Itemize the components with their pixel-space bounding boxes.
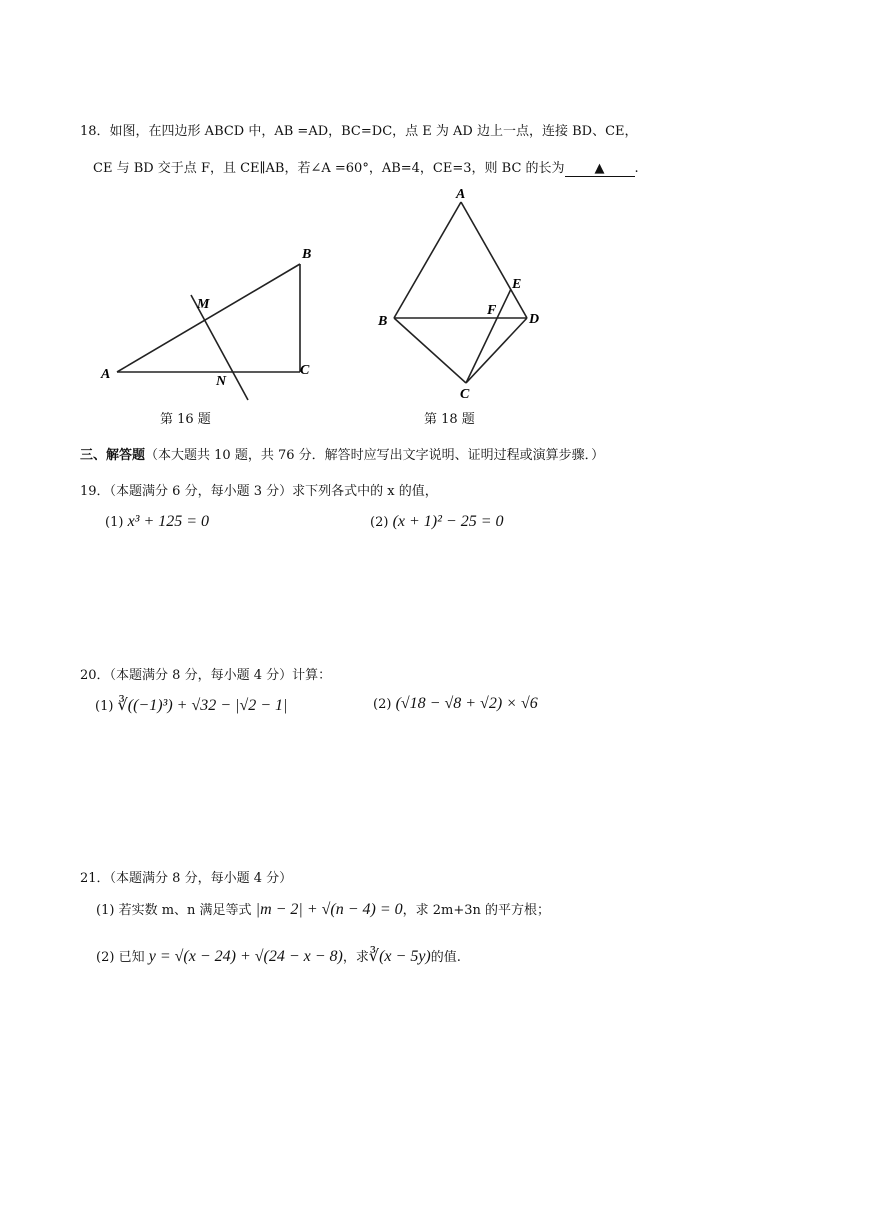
q18-line2 [93,157,639,177]
q19-p2-label: (2) [370,515,389,530]
fig18-line-bc [394,318,466,383]
q20-part1 [95,695,287,715]
q21-p1-label: (1) [96,903,115,918]
fig18-label-b: B [378,314,388,329]
fig16-caption: 第 16 题 [160,412,211,427]
q20-p1-label: (1) [95,699,114,714]
fig16-label-b: B [302,247,312,262]
figure-18 [370,185,560,405]
section3-note: （本大题共 10 题，共 76 分．解答时应写出文字说明、证明过程或演算步骤．） [145,448,605,463]
fig18-label-f: F [487,303,497,318]
q20-p2-label: (2) [373,697,392,712]
fig18-line-ad [461,202,527,318]
fig16-label-c: C [300,363,310,378]
answer-blank: ▲ [565,161,635,177]
q20-part2 [373,695,538,713]
fig18-caption: 第 18 题 [424,412,475,427]
q21-p1-expr: |m − 2| + √(n − 4) = 0 [255,901,403,918]
fig18-line-cd [466,318,527,383]
q19-part1 [105,513,209,531]
q21-p2-text-b: ，求 [342,950,369,965]
q21-part1 [96,899,550,919]
fig18-label-e: E [512,277,522,292]
figure-16 [95,240,325,410]
q21-p2-expr: y = √(x − 24) + √(24 − x − 8) [148,948,343,965]
q20-header: 20．（本题满分 8 分，每小题 4 分）计算： [80,668,332,683]
q19-part2 [370,513,504,531]
q21-p2-text-c: 的值. [430,950,461,965]
q19-p1-expr: x³ + 125 = 0 [127,513,210,530]
section3-title: 三、解答题 [80,448,146,463]
q18-line2-text: CE 与 BD 交于点 F，且 CE∥AB，若∠A =60°，AB=4，CE=3，则 BC 的长为 [93,161,565,176]
q21-p2-expr2: ∛(x − 5y) [368,948,431,965]
q21-p2-text-a: 已知 [118,950,145,965]
fig18-line-ab [394,202,461,318]
fig16-label-a: A [101,367,111,382]
fig18-label-c: C [460,387,470,402]
q20-p1-expr: ∛((−1)³) + √32 − |√2 − 1| [117,697,288,714]
fig16-label-n: N [216,374,227,389]
q18-end: . [634,161,639,176]
q21-p1-text-b: ，求 2m+3n 的平方根； [402,903,551,918]
q21-p1-text-a: 若实数 m、n 满足等式 [118,903,252,918]
fig18-label-d: D [529,312,540,327]
q19-p1-label: (1) [105,515,124,530]
q21-header: 21．（本题满分 8 分，每小题 4 分） [80,871,293,886]
fig16-line-ab [117,264,300,372]
q20-p2-expr: (√18 − √8 + √2) × √6 [395,695,538,712]
fig16-label-m: M [197,297,210,312]
fig18-label-a: A [456,187,466,202]
q21-part2 [96,946,461,966]
section3-heading [80,444,604,463]
q21-p2-label: (2) [96,950,115,965]
q19-header: 19．（本题满分 6 分，每小题 3 分）求下列各式中的 x 的值， [80,484,438,499]
q18-line1: 18．如图，在四边形 ABCD 中，AB =AD，BC=DC，点 E 为 AD 边上一点，连接 BD、CE， [80,124,638,139]
q19-p2-expr: (x + 1)² − 25 = 0 [392,513,504,530]
